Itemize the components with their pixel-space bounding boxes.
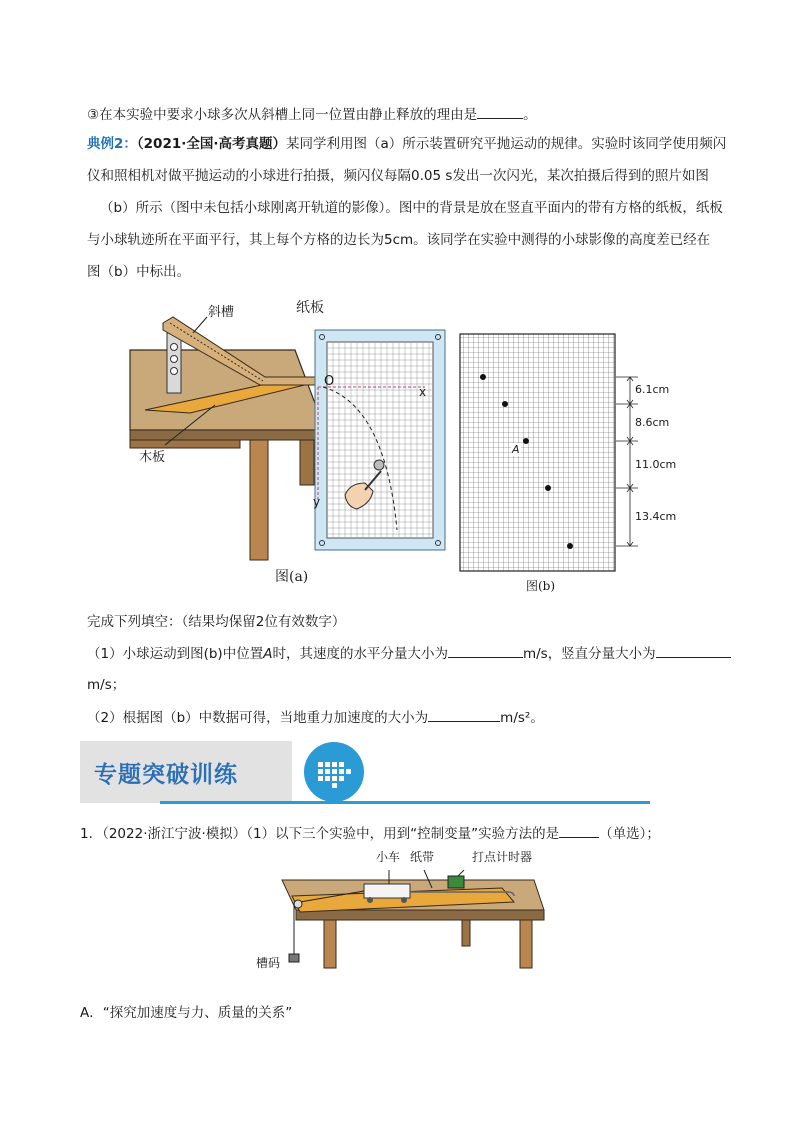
fill-intro: 完成下列填空：（结果均保留2位有效数字） <box>87 614 346 630</box>
height-2: 8.6cm <box>635 416 670 429</box>
section-underline <box>160 801 650 804</box>
figure-a <box>125 295 460 595</box>
q2-tail: 。 <box>530 710 544 726</box>
cart-apparatus <box>252 862 552 972</box>
table-leg-back <box>300 440 314 485</box>
problem1-line <box>80 823 660 844</box>
fill-q1-line <box>87 643 731 664</box>
fill-q1-cont <box>87 675 125 695</box>
label-chute: 斜槽 <box>208 305 235 320</box>
label-cart: 小车 <box>376 850 401 864</box>
q2-text: （2）根据图（b）中数据可得，当地重力加速度的大小为 <box>87 710 429 726</box>
pulley <box>294 900 302 908</box>
q1-text-a: （1）小球运动到图(b)中位置 <box>87 646 264 662</box>
q1-text-c: ，竖直分量大小为 <box>547 646 656 662</box>
photo-point-1 <box>480 374 486 380</box>
q2-blank[interactable] <box>428 707 500 722</box>
q3-line <box>87 104 537 125</box>
point-a-label: A <box>512 443 520 456</box>
fill-q2-line <box>87 707 544 728</box>
section-title: 专题突破训练 <box>94 762 238 788</box>
q1-point: A <box>263 646 273 662</box>
section-banner <box>80 741 292 803</box>
example-line-2: 仪和照相机对做平抛运动的小球进行拍摄，频闪仪每隔0.05 s发出一次闪光，某次拍摄后得到的照片如图 <box>87 168 709 184</box>
cart <box>364 884 410 898</box>
table-edge <box>130 430 325 440</box>
q1-unit-2: m/s <box>87 677 112 693</box>
timer <box>448 876 464 888</box>
photo-point-2 <box>502 401 508 407</box>
height-1: 6.1cm <box>635 383 670 396</box>
option-a: A．“探究加速度与力、质量的关系” <box>80 1005 293 1021</box>
label-paper: 纸板 <box>296 300 324 316</box>
photo-point-5 <box>567 543 573 549</box>
example-tag: 典例2： <box>87 136 137 152</box>
height-3: 11.0cm <box>635 458 677 471</box>
height-4: 13.4cm <box>635 510 677 523</box>
label-weight: 槽码 <box>256 956 281 970</box>
table-leg-front <box>250 440 268 560</box>
q1-unit-1: m/s <box>522 646 548 662</box>
label-tape: 纸带 <box>410 850 435 864</box>
example-line-3: （b）所示（图中未包括小球刚离开轨道的影像）。图中的背景是放在竖直平面内的带有方格的纸板，纸板 <box>100 200 723 216</box>
q2-unit: m/s² <box>500 710 531 726</box>
figure-b-overlay <box>458 332 698 574</box>
label-origin: O <box>324 374 335 389</box>
problem1-blank[interactable] <box>559 823 599 838</box>
photo-point-3 <box>523 438 529 444</box>
example-line-1 <box>87 134 726 154</box>
ball <box>374 460 384 470</box>
q1-blank-horizontal[interactable] <box>448 643 523 658</box>
problem1-tail: （单选）； <box>599 826 660 842</box>
label-y: y <box>313 495 321 509</box>
weight <box>289 954 299 962</box>
caption-b: 图(b) <box>526 579 556 593</box>
caption-a: 图(a) <box>275 569 309 585</box>
problem1-text: 1．（2022·浙江宁波·模拟）（1）以下三个实验中，用到“控制变量”实验方法的是 <box>80 826 560 842</box>
q1-text-b: 时，其速度的水平分量大小为 <box>272 646 448 662</box>
example-text-1: 某同学利用图（a）所示装置研究平抛运动的规律。实验时该同学使用频闪 <box>286 136 727 152</box>
q1-tail: ； <box>111 677 126 693</box>
q3-tail: 。 <box>523 107 537 123</box>
label-x: x <box>419 385 427 399</box>
photo-point-4 <box>545 485 551 491</box>
example-line-5: 图（b）中标出。 <box>87 264 191 280</box>
dots-icon <box>302 740 366 804</box>
q3-blank[interactable] <box>477 104 523 119</box>
q1-blank-vertical[interactable] <box>656 643 731 658</box>
q3-text: ③在本实验中要求小球多次从斜槽上同一位置由静止释放的理由是 <box>87 107 478 123</box>
label-board: 木板 <box>139 450 166 465</box>
example-source: （2021·全国·高考真题） <box>136 136 286 152</box>
label-timer: 打点计时器 <box>472 850 533 864</box>
example-line-4: 与小球轨迹所在平面平行，其上每个方格的边长为5cm。该同学在实验中测得的小球影像的高度差已经在 <box>87 232 711 248</box>
